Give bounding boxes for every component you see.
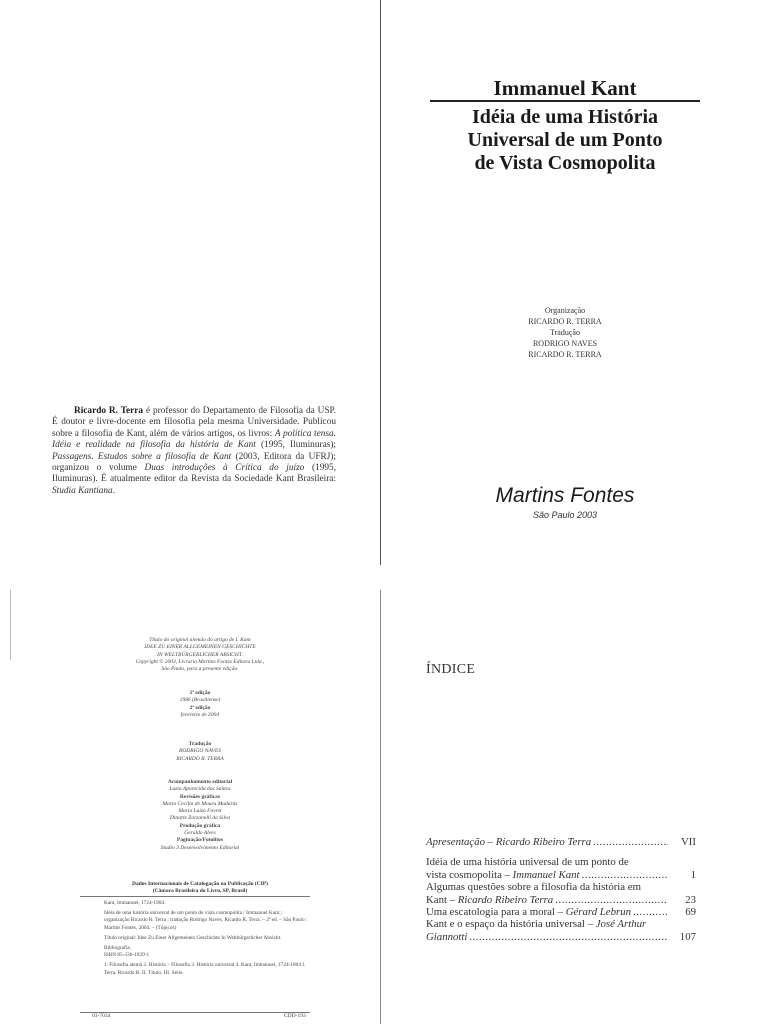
toc-leader-dots xyxy=(469,931,668,943)
cip-line: Bibliografia. xyxy=(104,945,131,952)
cip-code-left: 03-7034 xyxy=(92,1013,111,1019)
page-divider-vertical-top xyxy=(380,0,381,565)
toc-entry[interactable] xyxy=(426,836,696,848)
edition-value: 1986 (Brasiliense) xyxy=(179,697,221,704)
edition-block xyxy=(100,690,300,719)
cip-line: Título original: Idee Zu Einer Allgemeinen Geschichte In Weltbürgerlicher Absicht. xyxy=(104,934,282,941)
toc-entry-text xyxy=(426,906,631,918)
toc-leader-dots xyxy=(633,906,668,918)
toc-entry[interactable] xyxy=(426,918,696,943)
staff-name: Dinarte Zorzanelli da Silva xyxy=(169,815,231,822)
toc-entry[interactable] xyxy=(426,856,696,881)
staff-name: Maria Cecília de Moura Madarás xyxy=(162,800,238,807)
bio-text: (1995, Iluminuras); xyxy=(255,440,336,451)
credits-block xyxy=(440,305,690,360)
toc-entry-text xyxy=(426,836,591,848)
translation-label: Tradução xyxy=(550,328,580,337)
title-line: Universal de um Ponto xyxy=(467,129,663,151)
title-line: Idéia de uma História xyxy=(471,106,659,128)
index-heading: ÍNDICE xyxy=(426,662,476,677)
toc-leader-dots xyxy=(582,869,668,881)
original-title-block xyxy=(100,637,300,673)
toc-leader-dots xyxy=(593,836,668,848)
cip-heading-line: (Câmara Brasileira do Livro, SP, Brasil) xyxy=(152,888,248,895)
cip-line: ISBN 85-336-1939-1 xyxy=(104,952,150,959)
page-divider-vertical-bottom xyxy=(380,590,381,1024)
staff-label: Acompanhamento editorial xyxy=(167,779,233,785)
staff-label: Produção gráfica xyxy=(179,822,221,829)
toc-entry-author: José Arthur xyxy=(595,918,647,931)
copyright-line: Copyright © 2003, Livraria Martins Fontes Editora Ltda., xyxy=(135,658,265,665)
toc-entry-text: Idéia de uma história universal de um ponto de xyxy=(426,856,629,869)
publisher-name: Martins Fontes xyxy=(495,484,635,507)
bio-book-title: Duas introduções à Crítica do juízo xyxy=(144,463,305,474)
organizer-name: RICARDO R. TERRA xyxy=(528,317,602,326)
toc-entry-text xyxy=(426,931,467,943)
bio-text: é professor do Departamento de Filosofia da USP. É doutor e livre-docente em filosofia pela mesma Universidade. Publicou sobre a filosofia de Kant, além de vários artigos, os livros: xyxy=(52,406,336,439)
cip-heading xyxy=(90,881,310,896)
page-edge-left xyxy=(10,590,11,660)
original-title-line: IN WELTBÜRGERLICHER ABSICHT. xyxy=(157,651,243,658)
toc-entry-author: Ricardo Ribeiro Terra xyxy=(457,893,554,906)
staff-name: Luzia Aparecida dos Santos xyxy=(169,786,231,793)
original-title-label: Título do original alemão do artigo de I. Kant xyxy=(149,637,251,643)
edition-label: 1ª edição xyxy=(189,690,211,696)
cip-line: 1. Filosofia alemã 2. História – Filosofia 3. História universal 4. Kant, Immanuel, 1724-1804 I. Terra, Ricardo R. II. Título. III. Série. xyxy=(104,962,306,976)
toc-page-number: 69 xyxy=(685,906,696,919)
bio-text: (1995, Iluminuras). É atualmente editor da Revista da Sociedade Kant Brasileira: xyxy=(52,463,337,485)
original-title-line: IDEE ZU EINER ALLGEMEINEN GESCHICHTE xyxy=(144,644,256,651)
book-author: Immanuel Kant xyxy=(493,76,637,100)
toc-entry-text: Algumas questões sobre a filosofia da história em xyxy=(426,881,641,894)
toc-entry-text xyxy=(426,918,696,930)
author-bio xyxy=(52,406,336,497)
title-line: de Vista Cosmopolita xyxy=(474,152,656,174)
toc-page-number: 23 xyxy=(685,893,696,906)
editorial-staff-block xyxy=(100,779,300,852)
cip-record xyxy=(104,900,308,980)
staff-name: Maria Luiza Favret xyxy=(178,808,222,815)
toc-entry-author: Giannotti xyxy=(426,930,468,943)
book-title xyxy=(430,106,700,175)
toc-entry-text xyxy=(426,894,553,906)
bio-name: Ricardo R. Terra xyxy=(74,406,144,416)
toc-entry-author: Immanuel Kant xyxy=(512,868,580,881)
toc-entry-title: Kant – xyxy=(426,893,458,906)
cip-heading-line: Dados Internacionais de Catalogação na Publicação (CIP) xyxy=(132,881,268,887)
bio-journal-title: Studia Kantiana xyxy=(52,485,113,496)
translator-name: RODRIGO NAVES xyxy=(532,339,598,348)
bio-book-title: A política tensa. Idéia e realidade na filosofia da história de Kant xyxy=(52,428,336,451)
toc-entry[interactable] xyxy=(426,906,696,918)
cip-line: Kant, Immanuel, 1724-1804. xyxy=(104,900,166,906)
cip-code-right: CDD-193 xyxy=(284,1013,306,1019)
toc-page-number: VII xyxy=(681,836,696,848)
toc-leader-dots xyxy=(555,894,668,906)
staff-name: Geraldo Alves xyxy=(184,830,216,837)
staff-label: Revisões gráficas xyxy=(179,793,221,800)
bio-text: . xyxy=(112,485,116,496)
translation-credit-block xyxy=(100,741,300,763)
staff-name: Studio 3 Desenvolvimento Editorial xyxy=(160,844,240,851)
copyright-place: São Paulo, para a presente edição. xyxy=(161,666,239,673)
toc-entry-text xyxy=(426,869,580,881)
bio-text: (2003, Editora da UFRJ); organizou o volume xyxy=(52,451,336,474)
publisher-place: São Paulo 2003 xyxy=(532,510,598,520)
toc-entry-title: vista cosmopolita – xyxy=(426,868,513,881)
edition-label: 2ª edição xyxy=(189,704,211,711)
cip-line: Idéia de uma história universal de um ponto de vista cosmopolita / Immanuel Kant ; organização Ricardo R. Terra ; tradução Rodrigo Naves, Ricardo R. Terra. – 2ª ed. – São Paulo : Martins Fontes, 2004. – (Tópicos) xyxy=(104,910,308,931)
staff-label: Paginação/Fotolitos xyxy=(176,837,224,844)
translation-credit-name: RODRIGO NAVES xyxy=(178,748,222,755)
toc-page-number: 1 xyxy=(690,868,696,881)
edition-value: fevereiro de 2004 xyxy=(180,711,220,718)
toc-entry-title: Uma escatologia para a moral – xyxy=(426,906,566,919)
translator-name: RICARDO R. TERRA xyxy=(528,350,602,359)
toc-entry-author: Gérard Lebrun xyxy=(565,906,631,919)
toc-entry-title: Kant e o espaço da história universal – xyxy=(426,918,596,931)
bio-book-title: Passagens. Estudos sobre a filosofia de Kant xyxy=(52,451,232,462)
organization-label: Organização xyxy=(544,306,586,315)
translation-credit-name: RICARDO R. TERRA xyxy=(176,755,224,762)
translation-credit-label: Tradução xyxy=(188,741,212,747)
title-rule xyxy=(430,100,700,102)
toc-page-number: 107 xyxy=(679,930,696,943)
toc-entry[interactable] xyxy=(426,881,696,906)
table-of-contents xyxy=(426,836,696,943)
toc-entry-title: Apresentação – Ricardo Ribeiro Terra xyxy=(426,836,592,848)
